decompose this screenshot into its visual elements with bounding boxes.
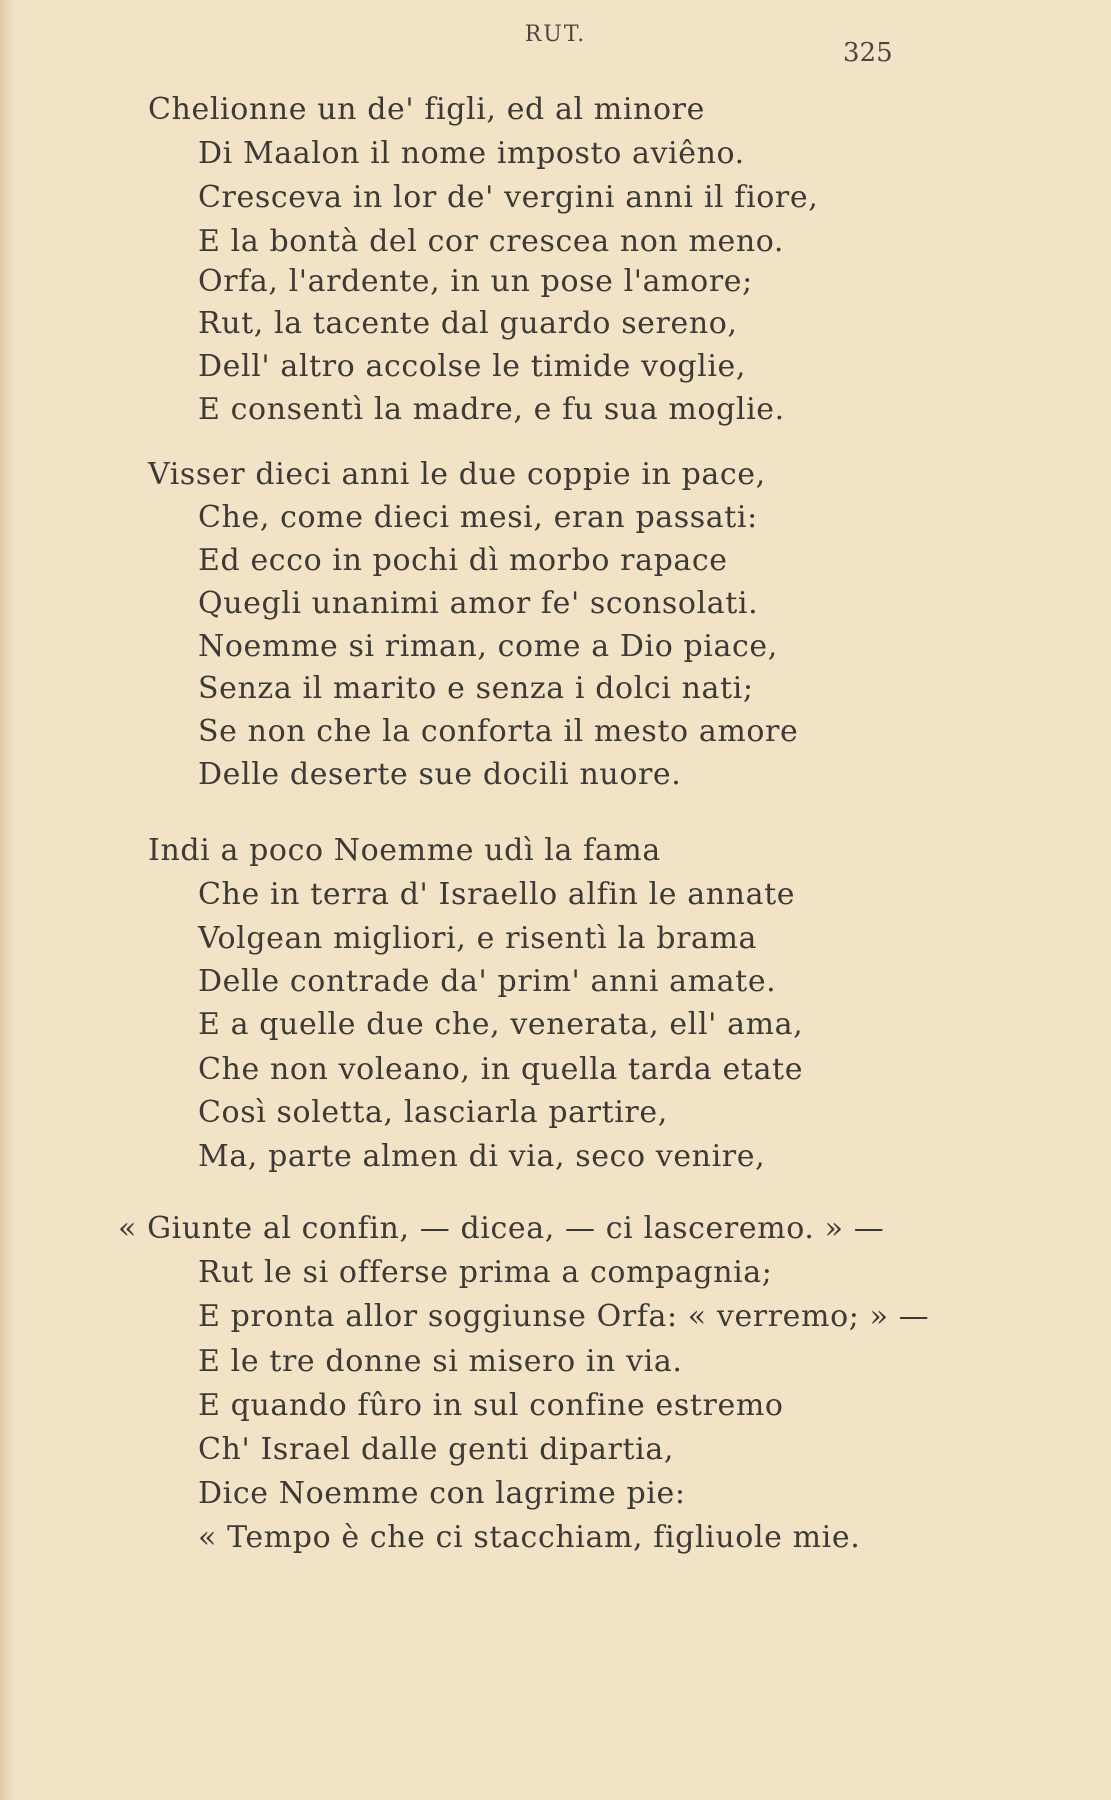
verse-line: Chelionne un de' figli, ed al minore bbox=[148, 92, 705, 127]
verse-line: Ed ecco in pochi dì morbo rapace bbox=[198, 543, 728, 578]
verse-line: « Giunte al confin, — dicea, — ci lasceremo. » — bbox=[118, 1211, 885, 1246]
verse-line: E consentì la madre, e fu sua moglie. bbox=[198, 392, 785, 427]
verse-line: Delle deserte sue docili nuore. bbox=[198, 757, 682, 792]
verse-line: Dice Noemme con lagrime pie: bbox=[198, 1476, 686, 1511]
verse-line: Senza il marito e senza i dolci nati; bbox=[198, 671, 754, 706]
verse-line: E le tre donne si misero in via. bbox=[198, 1344, 683, 1379]
verse-line: Ch' Israel dalle genti dipartia, bbox=[198, 1432, 674, 1467]
verse-line: Visser dieci anni le due coppie in pace, bbox=[148, 457, 766, 492]
verse-line: Che, come dieci mesi, eran passati: bbox=[198, 500, 758, 535]
verse-line: « Tempo è che ci stacchiam, figliuole mie. bbox=[198, 1520, 861, 1555]
verse-line: Che in terra d' Israello alfin le annate bbox=[198, 877, 796, 912]
verse-line: Cresceva in lor de' vergini anni il fiore, bbox=[198, 180, 819, 215]
verse-line: Di Maalon il nome imposto aviêno. bbox=[198, 136, 745, 171]
page-number: 325 bbox=[843, 38, 893, 68]
verse-line: E la bontà del cor crescea non meno. bbox=[198, 224, 785, 259]
verse-line: Dell' altro accolse le timide voglie, bbox=[198, 349, 747, 384]
verse-line: Noemme si riman, come a Dio piace, bbox=[198, 629, 778, 664]
verse-line: Indi a poco Noemme udì la fama bbox=[148, 833, 661, 868]
verse-line: Che non voleano, in quella tarda etate bbox=[198, 1052, 804, 1087]
verse-line: E pronta allor soggiunse Orfa: « verremo; » — bbox=[198, 1299, 930, 1334]
verse-line: E quando fûro in sul confine estremo bbox=[198, 1388, 784, 1423]
verse-line: Ma, parte almen di via, seco venire, bbox=[198, 1139, 766, 1174]
verse-line: Volgean migliori, e risentì la brama bbox=[198, 921, 758, 956]
verse-line: Orfa, l'ardente, in un pose l'amore; bbox=[198, 264, 753, 299]
verse-line: Rut le si offerse prima a compagnia; bbox=[198, 1255, 773, 1290]
verse-line: Se non che la conforta il mesto amore bbox=[198, 714, 799, 749]
verse-line: E a quelle due che, venerata, ell' ama, bbox=[198, 1007, 804, 1042]
verse-line: Quegli unanimi amor fe' sconsolati. bbox=[198, 586, 759, 621]
verse-line: Rut, la tacente dal guardo sereno, bbox=[198, 306, 738, 341]
verse-line: Così soletta, lasciarla partire, bbox=[198, 1095, 668, 1130]
running-head: RUT. bbox=[524, 22, 587, 47]
verse-line: Delle contrade da' prim' anni amate. bbox=[198, 964, 777, 999]
